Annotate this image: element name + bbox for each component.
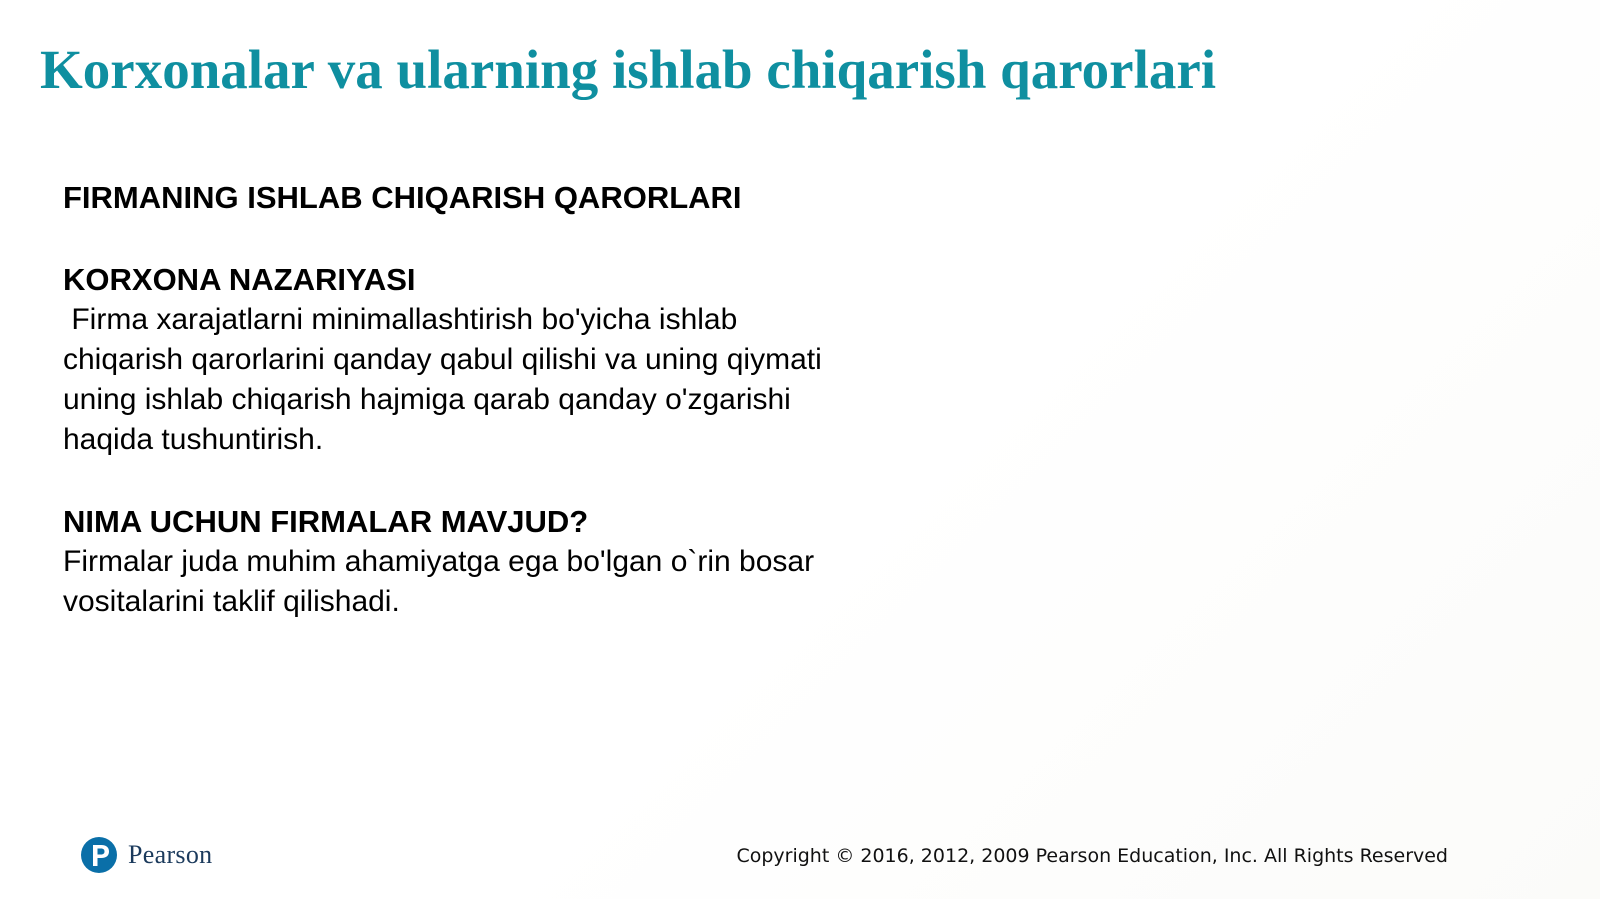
pearson-logo-icon [80, 836, 122, 874]
section-heading-production-decisions: FIRMANING ISHLAB CHIQARISH QARORLARI [63, 180, 742, 215]
section-text-why-firms-exist: Firmalar juda muhim ahamiyatga ega bo'lgan o`rin bosar vositalarini taklif qilishadi. [63, 545, 815, 618]
copyright-notice: Copyright © 2016, 2012, 2009 Pearson Education, Inc. All Rights Reserved [736, 845, 1448, 867]
section-heading-firm-theory: KORXONA NAZARIYASI [63, 262, 416, 297]
spacer [63, 218, 863, 260]
pearson-logo-text: Pearson [128, 840, 213, 869]
slide-title: Korxonalar va ularning ishlab chiqarish qarorlari [40, 39, 1217, 100]
section-text-firm-theory: Firma xarajatlarni minimallashtirish bo'yicha ishlab chiqarish qarorlarini qanday qabul qilishi va uning qiymati uning ishlab chiqarish hajmiga qarab qanday o'zgarishi haqida tushuntirish. [63, 303, 831, 456]
section-heading-why-firms-exist: NIMA UCHUN FIRMALAR MAVJUD? [63, 504, 589, 539]
pearson-logo [80, 836, 212, 874]
slide-content [63, 178, 863, 622]
spacer [63, 460, 863, 502]
